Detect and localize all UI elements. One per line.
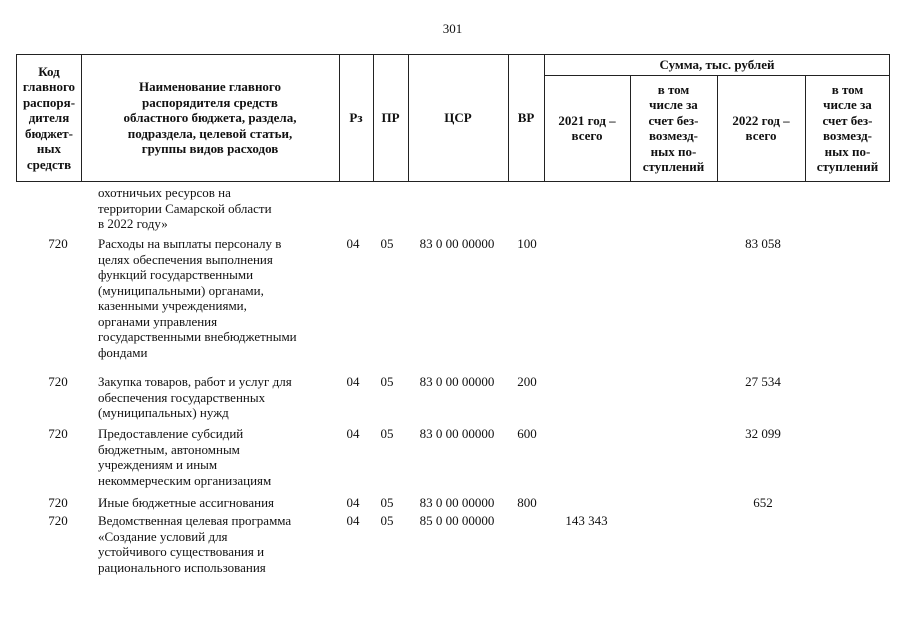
row-csr: 83 0 00 00000	[419, 374, 495, 389]
row-pr: 05	[380, 374, 394, 389]
row-csr: 83 0 00 00000	[419, 426, 495, 441]
row-rz: 04	[346, 236, 360, 251]
header-2021-free: в том числе за счет без- возмезд- ных по- ступлений	[642, 81, 705, 174]
row-rz: 04	[346, 426, 360, 441]
row-2022-total: 27 534	[745, 374, 781, 389]
header-name: Наименование главного распорядителя средств областного бюджета, раздела, подраздела, целевой статьи, группы видов расходов	[123, 79, 297, 157]
row-pr: 05	[380, 236, 394, 251]
row-pr: 05	[380, 426, 394, 441]
row-name: Предоставление субсидий бюджетным, автономным учреждениям и иным некоммерческим организациям	[98, 426, 272, 488]
row-2022-total: 32 099	[745, 426, 781, 441]
row-code: 720	[48, 374, 68, 389]
row-2022-total: 652	[753, 495, 773, 510]
row-rz: 04	[346, 513, 360, 528]
row-code: 720	[48, 495, 68, 510]
row-csr: 85 0 00 00000	[419, 513, 495, 528]
row-code: 720	[48, 513, 68, 528]
row-name: Ведомственная целевая программа «Создание условий для устойчивого существования и рационального использования	[98, 513, 292, 575]
row-code: 720	[48, 236, 68, 251]
header-csr: ЦСР	[444, 110, 472, 126]
header-pr: ПР	[381, 110, 400, 126]
row-name: Закупка товаров, работ и услуг для обеспечения государственных (муниципальных) нужд	[98, 374, 292, 420]
row-csr: 83 0 00 00000	[419, 495, 495, 510]
row-rz: 04	[346, 495, 360, 510]
row-vr: 600	[517, 426, 537, 441]
row-csr: 83 0 00 00000	[419, 236, 495, 251]
row-pr: 05	[380, 513, 394, 528]
header-vr: ВР	[517, 110, 535, 126]
header-sum: Сумма, тыс. рублей	[659, 57, 775, 73]
row-rz: 04	[346, 374, 360, 389]
header-2021-total: 2021 год – всего	[558, 112, 616, 143]
row-name: Иные бюджетные ассигнования	[98, 495, 275, 510]
row-code: 720	[48, 426, 68, 441]
header-2022-total: 2022 год – всего	[732, 112, 790, 143]
header-2022-free: в том числе за счет без- возмезд- ных по- ступлений	[816, 81, 879, 174]
page-number: 301	[442, 21, 463, 36]
row-2021-total: 143 343	[565, 513, 608, 528]
row-vr: 100	[517, 236, 537, 251]
row-pr: 05	[380, 495, 394, 510]
header-rz: Рз	[349, 110, 363, 126]
row-vr: 800	[517, 495, 537, 510]
table-header	[16, 54, 890, 182]
header-code: Код главного распоря- дителя бюджет- ных средств	[22, 63, 76, 172]
row-name: охотничьих ресурсов на территории Самарской области в 2022 году»	[98, 185, 272, 231]
row-2022-total: 83 058	[745, 236, 781, 251]
row-vr: 200	[517, 374, 537, 389]
row-name: Расходы на выплаты персоналу в целях обеспечения выполнения функций государственными (муниципальными) органами, казенными учреждениями, органами управления государственными внебюджетными фондами	[98, 236, 297, 360]
